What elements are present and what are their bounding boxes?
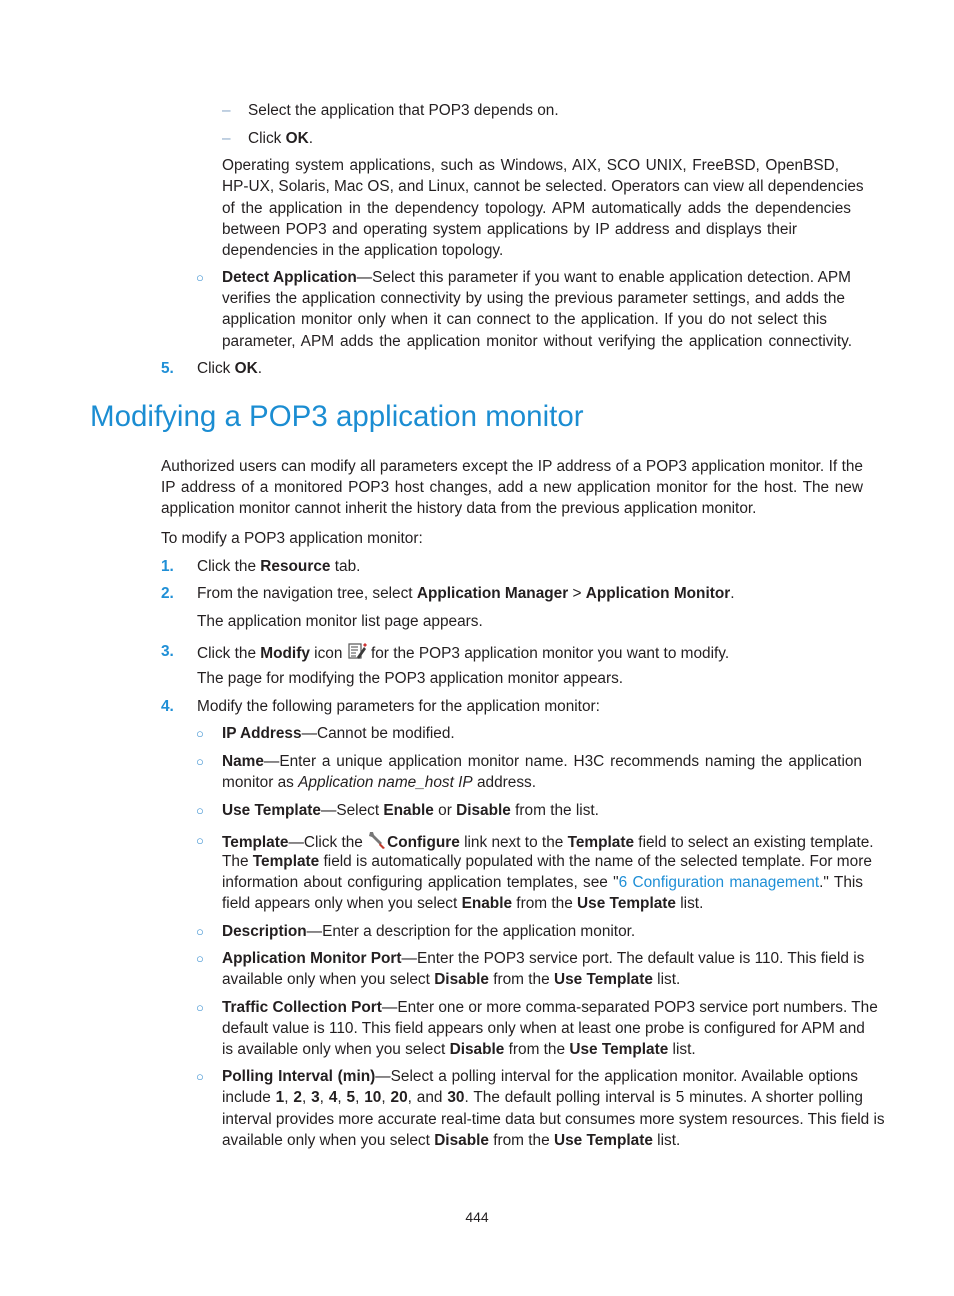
circle-bullet: ○: [196, 726, 204, 741]
page-number: 444: [465, 1209, 489, 1225]
modify-icon: [347, 641, 367, 667]
step-click-ok: Click OK.: [197, 360, 262, 377]
procedure-intro: To modify a POP3 application monitor:: [161, 530, 423, 547]
circle-bullet: ○: [196, 924, 204, 939]
dash-bullet: –: [222, 102, 231, 119]
circle-bullet: ○: [196, 1000, 204, 1015]
circle-bullet: ○: [196, 270, 204, 285]
section-heading: Modifying a POP3 application monitor: [90, 400, 584, 433]
sub-step-select-dependency: Select the application that POP3 depends on.: [248, 102, 559, 119]
step-number: 1.: [161, 558, 174, 575]
step-2-result: The application monitor list page appears.: [197, 613, 483, 630]
step-3-result: The page for modifying the POP3 application monitor appears.: [197, 670, 624, 687]
sub-step-click-ok: Click OK.: [248, 130, 313, 147]
step-3: Click the Modify icon for the POP3 application monitor you want to modify.: [197, 641, 729, 667]
step-1: Click the Resource tab.: [197, 558, 361, 575]
step-number: 4.: [161, 698, 174, 715]
configuration-management-link[interactable]: 6 Configuration management: [618, 874, 820, 891]
circle-bullet: ○: [196, 1069, 204, 1084]
param-ip-address: IP Address—Cannot be modified.: [222, 725, 455, 742]
step-number: 5.: [161, 360, 174, 377]
circle-bullet: ○: [196, 833, 204, 848]
circle-bullet: ○: [196, 803, 204, 818]
param-description: Description—Enter a description for the application monitor.: [222, 923, 636, 940]
circle-bullet: ○: [196, 754, 204, 769]
step-number: 2.: [161, 585, 174, 602]
step-2: From the navigation tree, select Application Manager > Application Monitor.: [197, 585, 735, 602]
param-use-template: Use Template—Select Enable or Disable from the list.: [222, 802, 599, 819]
step-number: 3.: [161, 643, 174, 660]
circle-bullet: ○: [196, 951, 204, 966]
dash-bullet: –: [222, 130, 231, 147]
step-4: Modify the following parameters for the application monitor:: [197, 698, 600, 715]
